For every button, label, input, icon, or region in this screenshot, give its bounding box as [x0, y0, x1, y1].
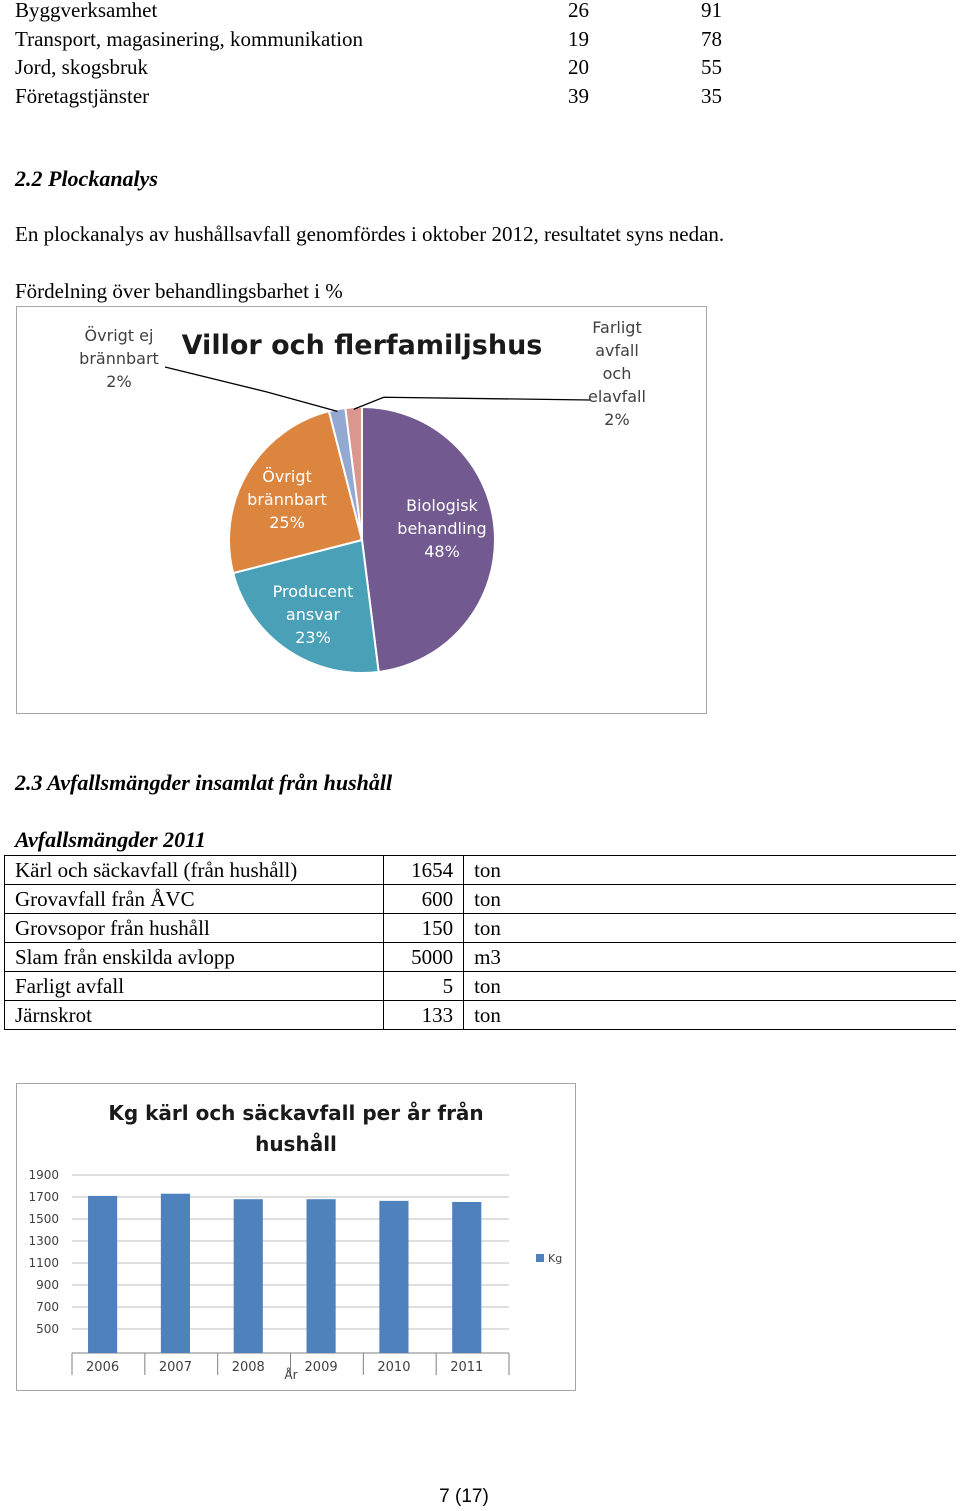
- bar-chart: [17, 1084, 574, 1389]
- section-heading-2-3: 2.3 Avfallsmängder insamlat från hushåll: [15, 770, 393, 795]
- table-row: [5, 914, 957, 943]
- bar: [379, 1201, 408, 1353]
- waste-name-cell: Slam från enskilda avlopp: [5, 943, 384, 972]
- pie-chart-frame: [16, 306, 707, 714]
- bar: [88, 1196, 117, 1353]
- bar-y-tick: 1900: [28, 1168, 59, 1182]
- waste-unit-cell: ton: [464, 1001, 956, 1030]
- bar: [452, 1202, 481, 1353]
- pie-slice-label: 25%: [269, 513, 305, 532]
- table-row: [5, 885, 957, 914]
- industry-value-2: 78: [701, 26, 722, 51]
- waste-amount-cell: 1654: [384, 856, 464, 885]
- bar-y-tick: 900: [36, 1278, 59, 1292]
- pie-slice-label: ansvar: [285, 605, 341, 624]
- bar-x-tick-label: 2010: [377, 1360, 411, 1375]
- waste-unit-cell: ton: [464, 885, 956, 914]
- pie-slice-label: elavfall: [588, 387, 646, 406]
- pie-slice-label: 2%: [106, 372, 132, 391]
- bar-x-tick-label: 2006: [86, 1360, 120, 1375]
- industry-row: [15, 53, 735, 81]
- bar-y-tick: 1500: [28, 1212, 59, 1226]
- waste-name-cell: Grovsopor från hushåll: [5, 914, 384, 943]
- pie-slice-label: Övrigt ej: [84, 326, 154, 345]
- page-number: 7 (17): [439, 1486, 489, 1507]
- waste-amount-cell: 150: [384, 914, 464, 943]
- waste-subheading: Avfallsmängder 2011: [15, 827, 206, 852]
- bar: [307, 1199, 336, 1353]
- pie-slice-label: Övrigt: [262, 467, 312, 486]
- pie-chart: [17, 307, 705, 712]
- waste-amount-cell: 5000: [384, 943, 464, 972]
- pie-slice: [362, 407, 495, 672]
- industry-value-1: 19: [568, 26, 589, 51]
- waste-name-cell: Grovavfall från ÅVC: [5, 885, 384, 914]
- industry-value-2: 35: [701, 83, 722, 108]
- industry-label: Företagstjänster: [15, 83, 150, 108]
- legend-swatch: [536, 1254, 544, 1262]
- pie-slice-label: brännbart: [247, 490, 327, 509]
- industry-value-1: 26: [568, 0, 589, 22]
- bar: [161, 1194, 190, 1353]
- waste-unit-cell: ton: [464, 856, 956, 885]
- table-row: [5, 943, 957, 972]
- waste-name-cell: Järnskrot: [5, 1001, 384, 1030]
- bar-y-tick: 500: [36, 1322, 59, 1336]
- waste-name-cell: Farligt avfall: [5, 972, 384, 1001]
- bar-y-tick: 1100: [28, 1256, 59, 1270]
- waste-unit-cell: ton: [464, 914, 956, 943]
- waste-amounts-table: [4, 855, 956, 1030]
- pie-slice-label: Biologisk: [406, 496, 478, 515]
- pie-slice-label: 48%: [424, 542, 460, 561]
- industry-row: [15, 25, 735, 53]
- bar-x-tick-label: 2011: [450, 1360, 484, 1375]
- bar-y-tick: 1700: [28, 1190, 59, 1204]
- bar-x-axis-label: År: [284, 1368, 298, 1382]
- pie-slice-label: Farligt: [592, 318, 642, 337]
- bar-x-tick-label: 2009: [304, 1360, 338, 1375]
- bar-y-tick: 1300: [28, 1234, 59, 1248]
- pie-slice-label: Producent: [272, 582, 354, 601]
- pie-chart-title: Villor och flerfamiljshus: [181, 330, 543, 361]
- legend-label: Kg: [548, 1252, 563, 1265]
- waste-amount-cell: 600: [384, 885, 464, 914]
- waste-amount-cell: 133: [384, 1001, 464, 1030]
- bar: [234, 1199, 263, 1353]
- bar-chart-frame: [16, 1083, 576, 1391]
- bar-chart-title: Kg kärl och säckavfall per år från: [108, 1101, 484, 1125]
- pie-slice-label: och: [602, 364, 632, 383]
- bar-chart-title: hushåll: [255, 1132, 337, 1156]
- pie-slice-label: 2%: [604, 410, 630, 429]
- waste-unit-cell: m3: [464, 943, 956, 972]
- industry-value-2: 55: [701, 55, 722, 79]
- industry-value-1: 20: [568, 55, 589, 79]
- industry-value-1: 39: [568, 83, 589, 108]
- waste-name-cell: Kärl och säckavfall (från hushåll): [5, 856, 384, 885]
- industry-label: Byggverksamhet: [15, 0, 158, 22]
- pie-slice-label: 23%: [295, 628, 331, 647]
- pie-leader-line: [354, 397, 590, 409]
- pie-chart-caption: Fördelning över behandlingsbarhet i %: [15, 279, 343, 303]
- pie-leader-line: [165, 367, 337, 411]
- bar-y-tick: 700: [36, 1300, 59, 1314]
- bar-x-tick-label: 2007: [158, 1360, 192, 1375]
- table-row: [5, 972, 957, 1001]
- table-row: [5, 1001, 957, 1030]
- industry-row: [15, 0, 735, 24]
- industry-value-2: 91: [701, 0, 722, 22]
- waste-amount-cell: 5: [384, 972, 464, 1001]
- waste-unit-cell: ton: [464, 972, 956, 1001]
- pie-slice-label: avfall: [595, 341, 639, 360]
- industry-row: [15, 82, 735, 110]
- industry-label: Jord, skogsbruk: [15, 55, 149, 79]
- industry-label: Transport, magasinering, kommunikation: [15, 26, 364, 51]
- plockanalys-paragraph: En plockanalys av hushållsavfall genomfördes i oktober 2012, resultatet syns nedan.: [15, 222, 725, 246]
- table-row: [5, 856, 957, 885]
- section-heading-2-2: 2.2 Plockanalys: [15, 166, 158, 191]
- pie-slice-label: brännbart: [79, 349, 159, 368]
- pie-slice-label: behandling: [397, 519, 487, 538]
- bar-x-tick-label: 2008: [231, 1360, 265, 1375]
